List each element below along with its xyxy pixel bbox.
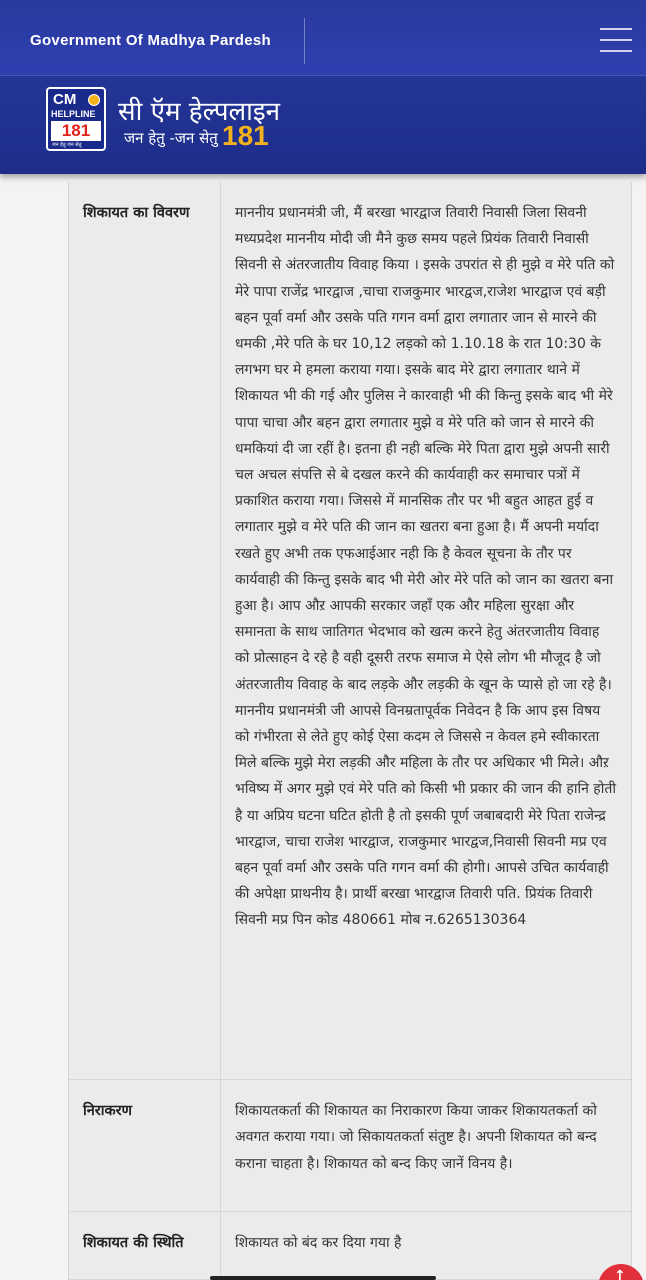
top-header bbox=[0, 0, 646, 76]
table-row bbox=[69, 1080, 631, 1212]
logo-tagline: जन हेतु जन सेतु bbox=[52, 142, 82, 148]
scroll-indicator bbox=[210, 1276, 436, 1280]
menu-bar bbox=[600, 39, 632, 41]
complaint-details-table bbox=[68, 182, 632, 1280]
row-label-description: शिकायत का विवरण bbox=[69, 182, 221, 1079]
row-label-resolution: निराकरण bbox=[69, 1080, 221, 1211]
brand-banner bbox=[0, 76, 646, 174]
resolution-text: शिकायतकर्ता की शिकायत का निराकारण किया जाकर शिकायतकर्ता को अवगत कराया गया। जो सिकायतकर्ता संतुष्ट है। अपनी शिकायत को बन्द कराना चाहता है। शिकायत को बन्द किए जानें विनय है। bbox=[235, 1103, 597, 1172]
brand-tagline: जन हेतु -जन सेतु bbox=[124, 129, 218, 147]
table-row bbox=[69, 182, 631, 1080]
complaint-description-text: माननीय प्रधानमंत्री जी, मैं बरखा भारद्वाज तिवारी निवासी जिला सिवनी मध्यप्रदेश माननीय मोदी जी मैने कुछ समय पहले प्रियंक तिवारी निवासी सिवनी से अंतरजातीय विवाह किया । इसके उपरांत से ही मुझे व मेरे पति को मेरे पापा राजेंद्र भारद्वाज ,चाचा राजकुमार भारद्वज,राजेश भारद्वाज एवं बड़ी बहन पूर्वा वर्मा और उसके पति गगन वर्मा द्वारा लगातार जान से मारने की धमकी ,मेरे पति के घर 10,12 लड़को को 1.10.18 के रात 10:30 के लगभग घर मे हमला कराया गया। इसके बाद मेरे द्वारा लगातार थाने में शिकायत भी की गई और पुलिस ने कारवाही भी की किन्तु इसके बाद भी मेरे पापा चाचा और बहन द्वारा लगातार मुझे व मेरे पति को जान से मारने की धमकियां दी जा रहीं है। इतना ही नही बल्कि मेरे पिता द्वारा मुझे अपनी सारी चल अचल संपत्ति से बे दखल करने की कार्यवाही कर समाचार पत्रों में प्रकाशित कराया गया। जिससे में मानसिक तौर पर भी बहुत आहत हुई व लगातार मुझे व मेरे पति की जान का खतरा बना हुआ है। मैं अपनी मर्यादा रखते हुए अभी तक एफआईआर नही कि है केवल सूचना के तौर पर कार्यवाही की किन्तु इसके बाद भी मेरी ओर मेरे पति को जान का खतरा बना हुआ है। आप औऱ आपकी सरकार जहाँ एक और महिला सुरक्षा और समानता के साथ जातिगत भेदभाव को खत्म करने हेतु अंतरजातीय विवाह को प्रोत्साहन दे रहे है वही दूसरी तरफ समाज मे ऐसे लोग भी मौजूद है जो अंतरजातीय विवाह के बाद लड़के और लड़की के खून के प्यासे हो जा रहे है। माननीय प्रधानमंत्री जी आपसे विनम्रतापूर्वक निवेदन है कि आप इस विषय को गंभीरता से लेते हुए कोई ऐसा कदम ले जिससे न केवल हमे स्वीकारता मिले बल्कि मुझे मेरा लड़की और महिला के तौर पर अधिकार भी मिले। औऱ भविष्य में अगर मुझे एवं मेरे पति को किसी भी प्रकार की जान की हानि होती है या अप्रिय घटना घटित होती है तो इसकी पूर्ण जबाबदारी मेरे पिता राजेन्द्र भारद्वाज, चाचा राजेश भारद्वाज, राजकुमार भारद्वज,निवासी सिवनी मप्र एव बहन पूर्वा वर्मा और उसके पति गगन वर्मा की होगी। आपसे उचित कार्यवाही की अपेक्षा प्राथनीय है। प्रार्थी बरखा भारद्वाज तिवारी पति. प्रियंक तिवारी सिवनी मप्र पिन कोड 480661 मोब न.6265130364 bbox=[235, 205, 616, 929]
header-divider bbox=[304, 18, 305, 64]
row-label-status: शिकायत की स्थिति bbox=[69, 1212, 221, 1279]
status-text: शिकायत को बंद कर दिया गया है bbox=[235, 1235, 402, 1251]
cm-helpline-logo[interactable] bbox=[46, 87, 106, 151]
hamburger-menu-icon[interactable] bbox=[600, 28, 632, 52]
table-row bbox=[69, 1212, 631, 1280]
menu-bar bbox=[600, 28, 632, 30]
menu-bar bbox=[600, 50, 632, 52]
logo-emblem-icon bbox=[88, 94, 100, 106]
arrow-up-icon: ↑ bbox=[614, 1268, 626, 1280]
government-title: Government Of Madhya Pardesh bbox=[30, 32, 271, 49]
logo-number: 181 bbox=[51, 121, 101, 141]
logo-cm-text: CM bbox=[53, 91, 77, 108]
logo-helpline-text: HELPLINE bbox=[51, 109, 96, 119]
brand-name: सी ऍम हेल्पलाइन bbox=[118, 97, 281, 127]
brand-number: 181 bbox=[222, 120, 269, 151]
